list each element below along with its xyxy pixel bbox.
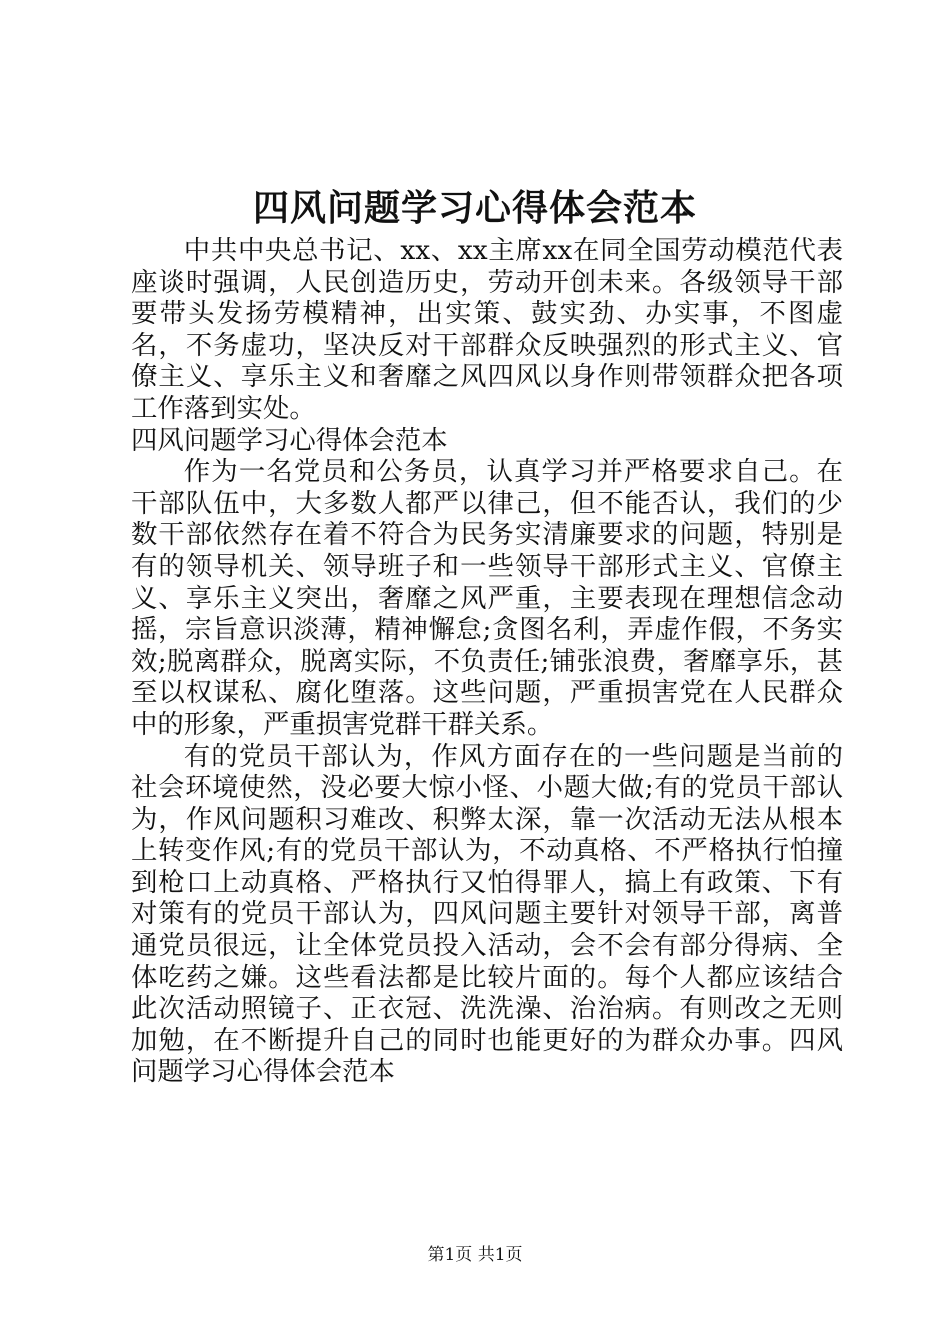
document-body bbox=[131, 235, 843, 1088]
page-footer: 第1页 共1页 bbox=[427, 1245, 523, 1265]
paragraph-2: 作为一名党员和公务员，认真学习并严格要求自己。在干部队伍中，大多数人都严以律己，但不能否认，我们的少数干部依然存在着不符合为民务实清廉要求的问题，特别是有的领导机关、领导班子和一些领导干部形式主义、官僚主义、享乐主义突出，奢靡之风严重，主要表现在理想信念动摇，宗旨意识淡薄，精神懈怠;贪图名利，弄虚作假，不务实效;脱离群众，脱离实际，不负责任;铺张浪费，奢靡享乐，甚至以权谋私、腐化堕落。这些问题，严重损害党在人民群众中的形象，严重损害党群干群关系。 bbox=[131, 456, 843, 740]
paragraph-1: 中共中央总书记、xx、xx主席xx在同全国劳动模范代表座谈时强调，人民创造历史，劳动开创未来。各级领导干部要带头发扬劳模精神，出实策、鼓实劲、办实事，不图虚名，不务虚功，坚决反对干部群众反映强烈的形式主义、官僚主义、享乐主义和奢靡之风四风以身作则带领群众把各项工作落到实处。 bbox=[131, 235, 843, 424]
document-title: 四风问题学习心得体会范本 bbox=[252, 187, 697, 229]
paragraph-3: 有的党员干部认为，作风方面存在的一些问题是当前的社会环境使然，没必要大惊小怪、小题大做;有的党员干部认为，作风问题积习难改、积弊太深，靠一次活动无法从根本上转变作风;有的党员干部认为，不动真格、不严格执行怕撞到枪口上动真格、严格执行又怕得罪人，搞上有政策、下有对策有的党员干部认为，四风问题主要针对领导干部，离普通党员很远，让全体党员投入活动，会不会有部分得病、全体吃药之嫌。这些看法都是比较片面的。每个人都应该结合此次活动照镜子、正衣冠、洗洗澡、治治病。有则改之无则加勉，在不断提升自己的同时也能更好的为群众办事。四风问题学习心得体会范本 bbox=[131, 740, 843, 1088]
paragraph-subheading: 四风问题学习心得体会范本 bbox=[131, 424, 448, 456]
